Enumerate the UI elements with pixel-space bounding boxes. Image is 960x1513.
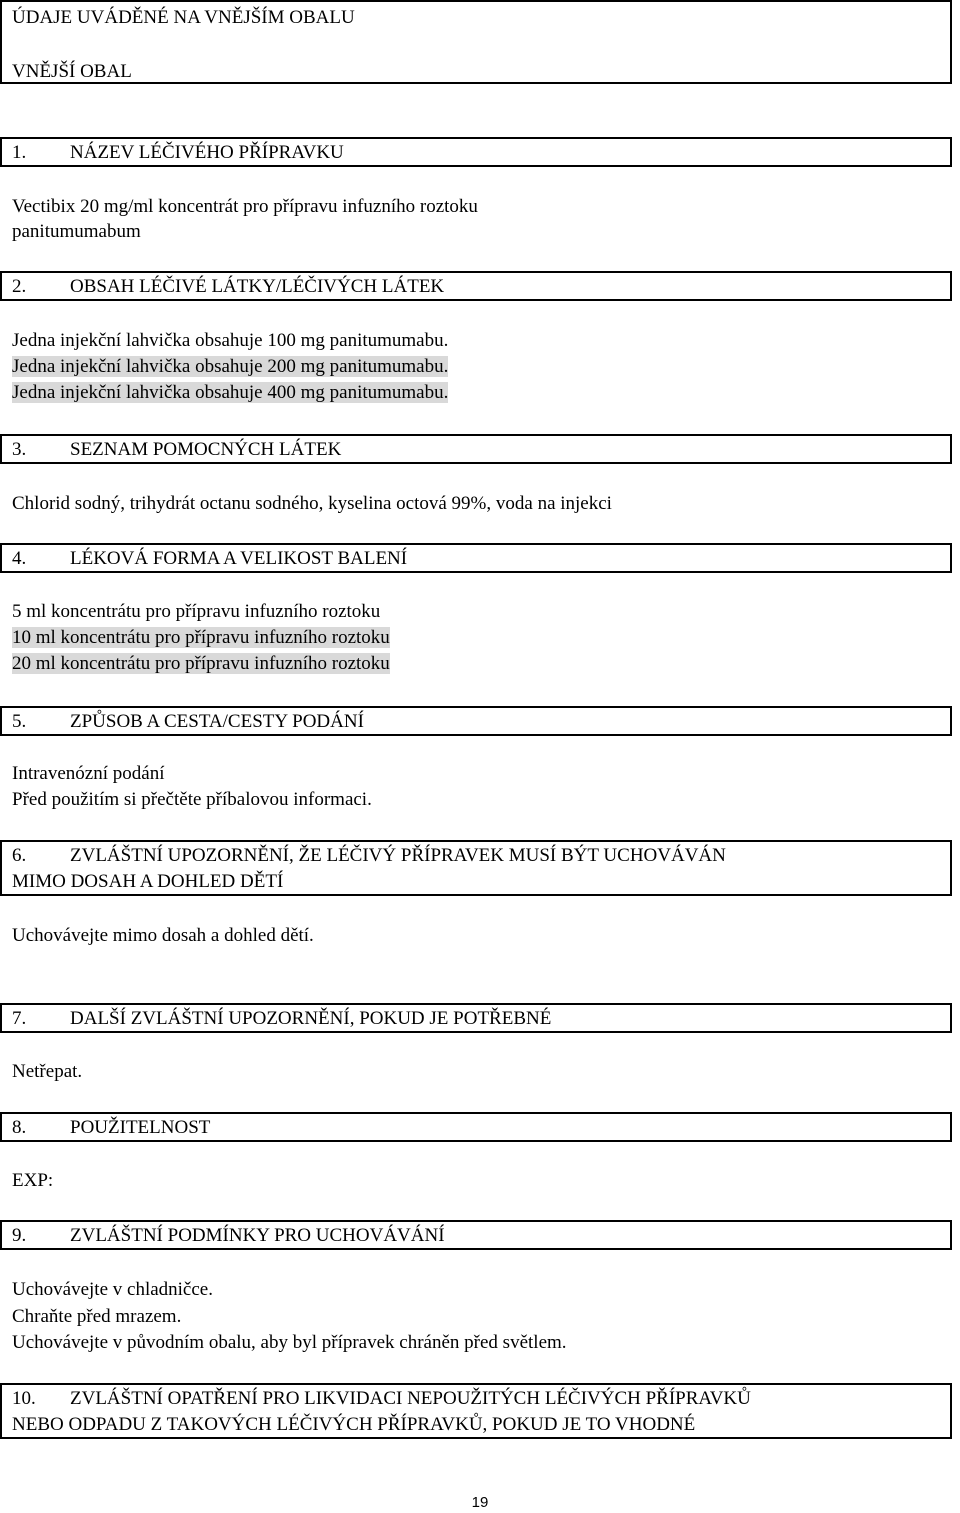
section-4-line-2: 10 ml koncentrátu pro přípravu infuzního roztoku	[12, 627, 390, 648]
section-2-line-2: Jedna injekční lahvička obsahuje 200 mg panitumumabu.	[12, 356, 449, 377]
section-7-title: DALŠÍ ZVLÁŠTNÍ UPOZORNĚNÍ, POKUD JE POTŘEBNÉ	[70, 1008, 552, 1029]
section-3-number: 3.	[12, 439, 27, 460]
section-9-title: ZVLÁŠTNÍ PODMÍNKY PRO UCHOVÁVÁNÍ	[70, 1225, 445, 1246]
section-7-number: 7.	[12, 1008, 27, 1029]
section-3-line-1: Chlorid sodný, trihydrát octanu sodného, kyselina octová 99%, voda na injekci	[12, 493, 612, 514]
header-box	[0, 0, 952, 84]
header-title: ÚDAJE UVÁDĚNÉ NA VNĚJŠÍM OBALU	[12, 7, 355, 28]
section-1-title: NÁZEV LÉČIVÉHO PŘÍPRAVKU	[70, 142, 344, 163]
section-8-heading	[0, 1112, 952, 1142]
section-8-line-1: EXP:	[12, 1170, 54, 1191]
section-9-line-1: Uchovávejte v chladničce.	[12, 1279, 213, 1300]
section-4-heading	[0, 543, 952, 573]
section-1-number: 1.	[12, 142, 27, 163]
section-6-heading	[0, 840, 952, 896]
section-10-title: ZVLÁŠTNÍ OPATŘENÍ PRO LIKVIDACI NEPOUŽITÝCH LÉČIVÝCH PŘÍPRAVKŮ	[70, 1388, 751, 1409]
section-4-number: 4.	[12, 548, 27, 569]
section-2-heading	[0, 271, 952, 301]
section-8-title: POUŽITELNOST	[70, 1117, 211, 1138]
section-1-line-1: Vectibix 20 mg/ml koncentrát pro přípravu infuzního roztoku	[12, 196, 478, 217]
section-6-title-line-2: MIMO DOSAH A DOHLED DĚTÍ	[12, 871, 284, 892]
section-4-title: LÉKOVÁ FORMA A VELIKOST BALENÍ	[70, 548, 408, 569]
header-subtitle: VNĚJŠÍ OBAL	[12, 61, 132, 82]
section-10-number: 10.	[12, 1388, 36, 1409]
section-9-line-3: Uchovávejte v původním obalu, aby byl přípravek chráněn před světlem.	[12, 1332, 567, 1353]
page-number: 19	[471, 1494, 489, 1511]
section-5-number: 5.	[12, 711, 27, 732]
section-2-title: OBSAH LÉČIVÉ LÁTKY/LÉČIVÝCH LÁTEK	[70, 276, 445, 297]
section-10-title-line-2: NEBO ODPADU Z TAKOVÝCH LÉČIVÝCH PŘÍPRAVKŮ, POKUD JE TO VHODNÉ	[12, 1414, 696, 1435]
section-10-heading	[0, 1383, 952, 1439]
section-9-line-2: Chraňte před mrazem.	[12, 1306, 182, 1327]
section-5-line-1: Intravenózní podání	[12, 763, 165, 784]
section-2-line-3: Jedna injekční lahvička obsahuje 400 mg panitumumabu.	[12, 382, 449, 403]
section-9-number: 9.	[12, 1225, 27, 1246]
section-5-line-2: Před použitím si přečtěte příbalovou informaci.	[12, 789, 372, 810]
section-3-title: SEZNAM POMOCNÝCH LÁTEK	[70, 439, 342, 460]
section-5-title: ZPŮSOB A CESTA/CESTY PODÁNÍ	[70, 711, 364, 732]
section-7-heading	[0, 1003, 952, 1033]
section-1-heading	[0, 137, 952, 167]
section-8-number: 8.	[12, 1117, 27, 1138]
section-9-heading	[0, 1220, 952, 1250]
section-5-heading	[0, 706, 952, 736]
section-2-line-1: Jedna injekční lahvička obsahuje 100 mg panitumumabu.	[12, 330, 449, 351]
section-4-line-1: 5 ml koncentrátu pro přípravu infuzního roztoku	[12, 601, 381, 622]
section-1-line-2: panitumumabum	[12, 221, 141, 242]
section-6-line-1: Uchovávejte mimo dosah a dohled dětí.	[12, 925, 314, 946]
section-6-title: ZVLÁŠTNÍ UPOZORNĚNÍ, ŽE LÉČIVÝ PŘÍPRAVEK MUSÍ BÝT UCHOVÁVÁN	[70, 845, 726, 866]
section-3-heading	[0, 434, 952, 464]
section-7-line-1: Netřepat.	[12, 1061, 83, 1082]
section-4-line-3: 20 ml koncentrátu pro přípravu infuzního roztoku	[12, 653, 390, 674]
section-2-number: 2.	[12, 276, 27, 297]
section-6-number: 6.	[12, 845, 27, 866]
